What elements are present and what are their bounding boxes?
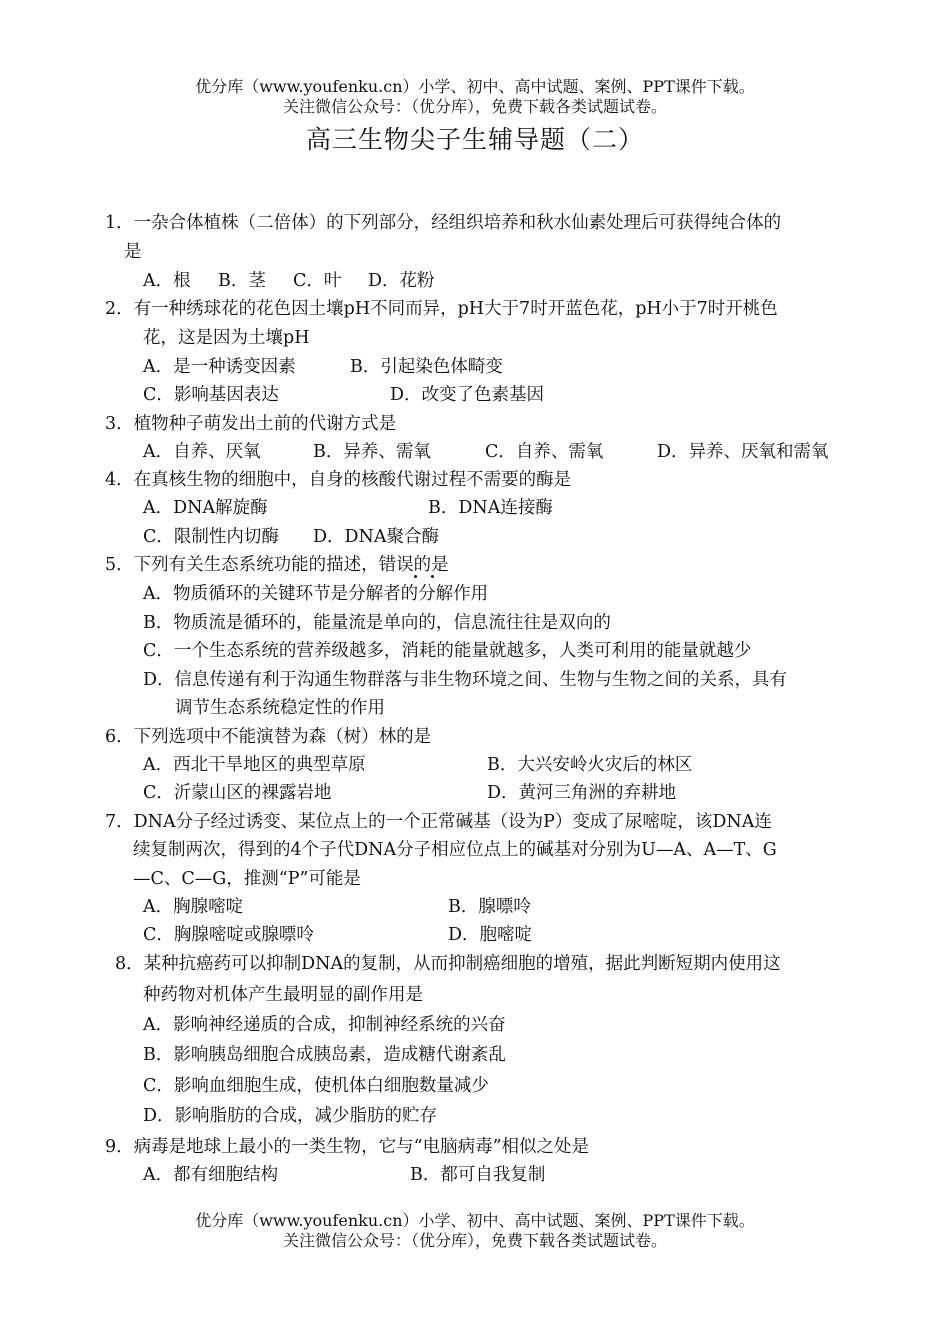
q3-option-a: A．自养、厌氧 [143, 442, 261, 462]
q8-option-d: D．影响脂肪的合成，减少脂肪的贮存 [143, 1106, 438, 1126]
q2-stem-line-2: 花，这是因为土壤pH [143, 328, 310, 348]
header-line-2: 关注微信公众号：（优分库），免费下载各类试题试卷。 [282, 97, 667, 116]
q4-stem-line-1: 4．在真核生物的细胞中，自身的核酸代谢过程不需要的酶是 [105, 470, 572, 490]
q1-option-a: A．根 [143, 271, 191, 291]
q8-stem-line-1: 8．某种抗癌药可以抑制DNA的复制，从而抑制癌细胞的增殖，据此判断短期内使用这 [115, 954, 781, 974]
q3-stem-line-1: 3．植物种子萌发出土前的代谢方式是 [105, 414, 397, 434]
q8-option-c: C．影响血细胞生成，使机体白细胞数量减少 [143, 1076, 489, 1096]
q5-option-a: A．物质循环的关键环节是分解者的分解作用 [143, 584, 489, 604]
q8-option-a: A．影响神经递质的合成，抑制神经系统的兴奋 [143, 1015, 506, 1035]
q1-stem-line-1: 1．一杂合体植株（二倍体）的下列部分，经组织培养和秋水仙素处理后可获得纯合体的 [105, 213, 782, 233]
q5-option-c: C．一个生态系统的营养级越多，消耗的能量就越多，人类可利用的能量就越少 [143, 641, 752, 661]
footer-line-1: 优分库（www.youfenku.cn）小学、初中、高中试题、案例、PPT课件下载。 [195, 1211, 755, 1230]
q6-option-b: B．大兴安岭火灾后的林区 [487, 755, 693, 775]
q2-stem-line-1: 2．有一种绣球花的花色因土壤pH不同而异，pH大于7时开蓝色花，pH小于7时开桃色 [105, 299, 778, 319]
q3-option-c: C．自养、需氧 [485, 442, 604, 462]
q1-stem-line-2: 是 [124, 242, 142, 262]
header-line-1: 优分库（www.youfenku.cn）小学、初中、高中试题、案例、PPT课件下载。 [195, 77, 755, 96]
q1-option-d: D．花粉 [368, 271, 435, 291]
q4-option-c: C．限制性内切酶 [143, 527, 279, 547]
q2-option-d: D．改变了色素基因 [390, 385, 545, 405]
q5-option-d-continued: 调节生态系统稳定性的作用 [175, 698, 385, 718]
emphasis-dot [414, 575, 417, 578]
page-title: 高三生物尖子生辅导题（二） [305, 125, 644, 154]
q7-option-b: B．腺嘌呤 [448, 897, 531, 917]
q7-option-d: D．胞嘧啶 [448, 925, 533, 945]
footer-line-2: 关注微信公众号：（优分库），免费下载各类试题试卷。 [282, 1231, 667, 1250]
q2-option-b: B．引起染色体畸变 [350, 357, 503, 377]
q6-option-a: A．西北干旱地区的典型草原 [143, 755, 366, 775]
q2-option-c: C．影响基因表达 [143, 385, 279, 405]
q5-option-b: B．物质流是循环的，能量流是单向的，信息流往往是双向的 [143, 613, 611, 633]
q8-option-b: B．影响胰岛细胞合成胰岛素，造成糖代谢紊乱 [143, 1045, 506, 1065]
q7-stem-line-2: 续复制两次，得到的4个子代DNA分子相应位点上的碱基对分别为U—A、A—T、G [133, 840, 777, 860]
q3-option-d: D．异养、厌氧和需氧 [657, 442, 829, 462]
q6-stem-line-1: 6．下列选项中不能演替为森（树）林的是 [105, 727, 432, 747]
q9-option-a: A．都有细胞结构 [143, 1165, 279, 1185]
q5-stem-line-1: 5．下列有关生态系统功能的描述，错误的是 [105, 555, 449, 575]
q6-option-c: C．沂蒙山区的裸露岩地 [143, 783, 332, 803]
q7-stem-line-1: 7．DNA分子经过诱变、某位点上的一个正常碱基（设为P）变成了尿嘧啶，该DNA连 [105, 812, 772, 832]
q4-option-d: D．DNA聚合酶 [313, 527, 440, 547]
q8-stem-line-2: 种药物对机体产生最明显的副作用是 [143, 985, 423, 1005]
q7-stem-line-3: —C、C—G，推测“P”可能是 [133, 869, 361, 889]
q1-option-b: B．茎 [218, 271, 266, 291]
q9-option-b: B．都可自我复制 [410, 1165, 546, 1185]
q6-option-d: D．黄河三角洲的弃耕地 [487, 783, 677, 803]
q1-option-c: C．叶 [293, 271, 342, 291]
q9-stem-line-1: 9．病毒是地球上最小的一类生物，它与“电脑病毒”相似之处是 [105, 1137, 590, 1157]
q4-option-a: A．DNA解旋酶 [143, 498, 268, 518]
emphasis-dot [431, 575, 434, 578]
q5-option-d: D．信息传递有利于沟通生物群落与非生物环境之间、生物与生物之间的关系，具有 [143, 670, 788, 690]
q2-option-a: A．是一种诱变因素 [143, 357, 296, 377]
q3-option-b: B．异养、需氧 [313, 442, 431, 462]
q7-option-a: A．胸腺嘧啶 [143, 897, 244, 917]
q7-option-c: C．胸腺嘧啶或腺嘌呤 [143, 925, 314, 945]
q4-option-b: B．DNA连接酶 [428, 498, 553, 518]
